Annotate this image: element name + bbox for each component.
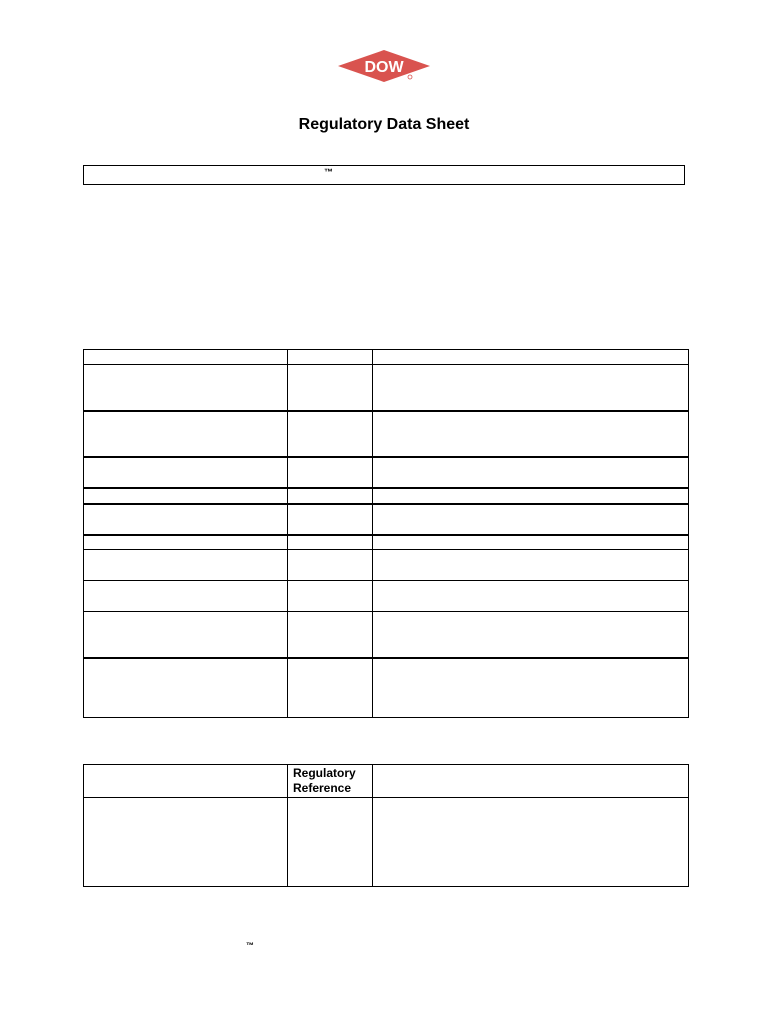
table-cell — [373, 658, 689, 718]
table-cell — [288, 658, 373, 718]
table-row — [84, 350, 689, 365]
table-row — [84, 411, 689, 457]
regulatory-reference-header — [288, 765, 373, 798]
table-cell — [84, 457, 288, 488]
table-cell — [373, 535, 689, 550]
table-cell — [84, 612, 288, 658]
table-cell — [84, 535, 288, 550]
table-cell — [373, 365, 689, 411]
table-cell — [84, 765, 288, 798]
table-cell — [84, 581, 288, 612]
table-cell — [288, 504, 373, 535]
trademark-symbol: ™ — [324, 167, 333, 177]
table-row — [84, 581, 689, 612]
table-cell — [373, 350, 689, 365]
table-cell — [288, 457, 373, 488]
table-cell — [373, 581, 689, 612]
table-cell — [373, 612, 689, 658]
table-row — [84, 798, 689, 887]
table-cell — [84, 658, 288, 718]
table-cell — [84, 504, 288, 535]
table-row — [84, 365, 689, 411]
table-cell — [84, 350, 288, 365]
table-cell — [373, 457, 689, 488]
table-cell — [84, 550, 288, 581]
table-cell — [373, 488, 689, 504]
svg-text:DOW: DOW — [364, 59, 404, 76]
page-title: Regulatory Data Sheet — [298, 116, 470, 133]
footer-trademark-symbol: ™ — [246, 941, 254, 950]
table-row — [84, 658, 689, 718]
table-cell — [288, 612, 373, 658]
table-row — [84, 612, 689, 658]
table-cell — [288, 535, 373, 550]
table-cell — [288, 350, 373, 365]
table-row — [84, 457, 689, 488]
dow-diamond-logo-icon — [336, 49, 432, 85]
table-cell — [288, 488, 373, 504]
table-cell — [288, 581, 373, 612]
table-row — [84, 488, 689, 504]
table-cell — [84, 365, 288, 411]
table-row — [84, 535, 689, 550]
dow-logo — [336, 49, 432, 85]
table-row — [84, 504, 689, 535]
regulatory-data-table — [83, 349, 689, 718]
table-cell — [288, 798, 373, 887]
table-cell — [288, 550, 373, 581]
table-cell — [84, 798, 288, 887]
table-cell — [373, 765, 689, 798]
table-cell — [84, 488, 288, 504]
table-cell — [373, 550, 689, 581]
table-cell — [373, 504, 689, 535]
table-cell — [288, 365, 373, 411]
table-cell — [84, 411, 288, 457]
table-header-row — [84, 765, 689, 798]
regulatory-reference-label: Regulatory Reference — [293, 766, 356, 795]
table-cell — [373, 411, 689, 457]
table-row — [84, 550, 689, 581]
regulatory-reference-table — [83, 764, 689, 887]
table-cell — [288, 411, 373, 457]
product-name-box — [83, 165, 685, 185]
table-cell — [373, 798, 689, 887]
